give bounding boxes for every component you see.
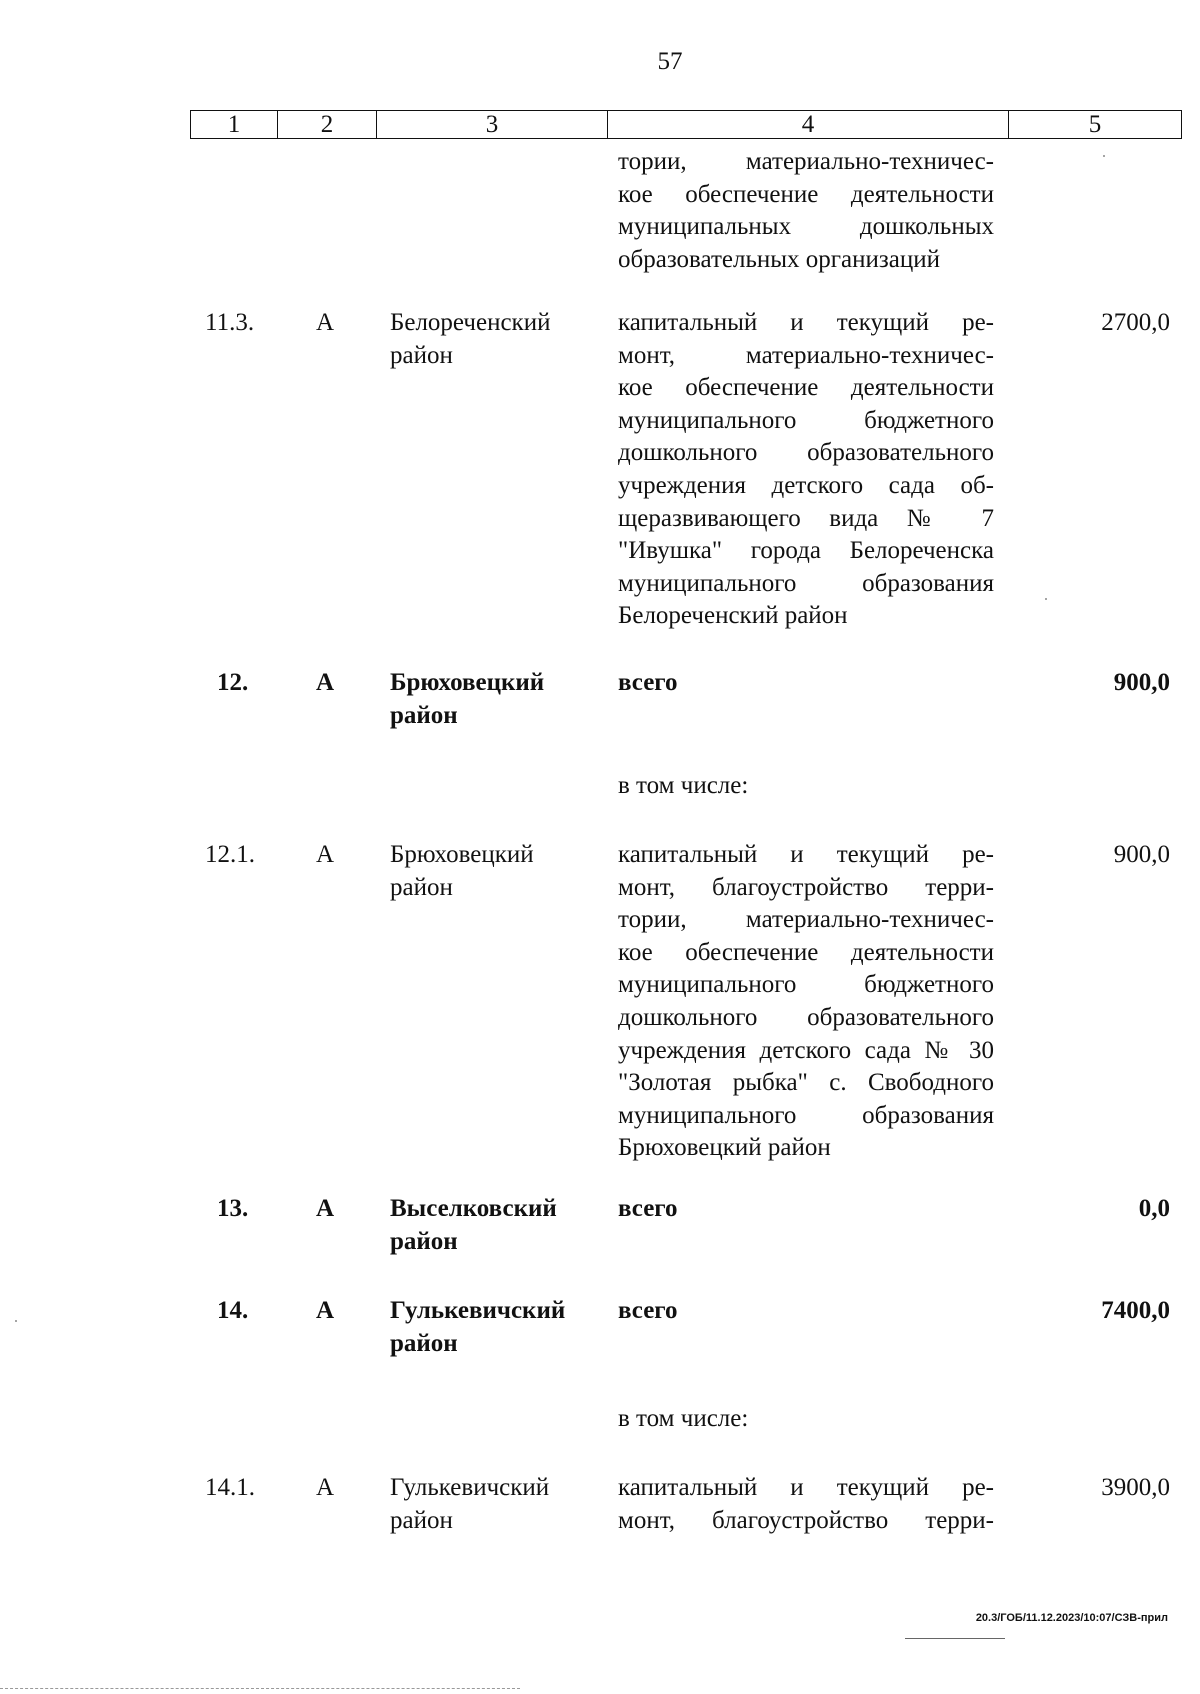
row-amount: 900,0 bbox=[1113, 841, 1170, 868]
row-district bbox=[390, 307, 600, 372]
column-header-5: 5 bbox=[1009, 111, 1182, 139]
row-description bbox=[618, 1295, 994, 1328]
desc-line: дошкольного образовательного bbox=[618, 1003, 994, 1031]
row-number: 12.1. bbox=[205, 841, 255, 868]
desc-line: муниципального бюджетного bbox=[618, 406, 994, 434]
desc-line: муниципального образования bbox=[618, 1101, 994, 1129]
column-header-3: 3 bbox=[377, 111, 608, 139]
district-line: район bbox=[390, 1506, 453, 1534]
row-district bbox=[390, 1295, 600, 1360]
district-line: Брюховецкий bbox=[390, 841, 534, 868]
district-line: Брюховецкий bbox=[390, 669, 545, 696]
row-number: 11.3. bbox=[205, 309, 255, 336]
row-description bbox=[618, 839, 994, 1165]
row-amount: 2700,0 bbox=[1101, 309, 1170, 336]
column-header-4: 4 bbox=[608, 111, 1009, 139]
desc-line: кое обеспечение деятельности bbox=[618, 938, 994, 966]
subtotal-note: в том числе: bbox=[618, 772, 749, 799]
footer-divider bbox=[905, 1638, 1005, 1639]
page-number: 57 bbox=[657, 48, 683, 75]
district-line: район bbox=[390, 873, 453, 901]
district-line: район bbox=[390, 341, 453, 369]
row-category: А bbox=[316, 669, 335, 696]
column-header-2: 2 bbox=[278, 111, 377, 139]
column-header-1: 1 bbox=[191, 111, 278, 139]
desc-line: "Золотая рыбка" с. Свободного bbox=[618, 1069, 994, 1097]
column-header-table bbox=[190, 110, 1182, 139]
desc-line: кое обеспечение деятельности bbox=[618, 374, 994, 402]
scan-speck bbox=[1103, 155, 1105, 157]
row-description bbox=[618, 1472, 994, 1537]
row-amount: 0,0 bbox=[1138, 1195, 1170, 1222]
desc-line: муниципальных дошкольных bbox=[618, 213, 994, 241]
subtotal-note: в том числе: bbox=[618, 1405, 749, 1432]
desc-line: тории, материально-техничес- bbox=[618, 906, 994, 934]
row-number: 12. bbox=[217, 669, 249, 696]
row-number: 14. bbox=[217, 1297, 249, 1324]
scan-edge-artifact bbox=[0, 1688, 520, 1689]
desc-line: образовательных организаций bbox=[618, 245, 941, 273]
row-description bbox=[618, 667, 994, 700]
row-description bbox=[618, 307, 994, 633]
document-code: 20.3/ГОБ/11.12.2023/10:07/СЗВ-прил bbox=[975, 1612, 1168, 1624]
desc-line: монт, благоустройство терри- bbox=[618, 1506, 994, 1534]
scan-speck bbox=[15, 1320, 17, 1322]
desc-line: монт, материально-техничес- bbox=[618, 341, 994, 369]
row-category: А bbox=[316, 309, 335, 336]
row-district bbox=[390, 1472, 600, 1537]
desc-line: щеразвивающего вида № 7 bbox=[618, 504, 994, 532]
desc-line: учреждения детского сада об- bbox=[618, 471, 994, 499]
desc-line: Белореченский район bbox=[618, 602, 848, 630]
desc-line: всего bbox=[618, 669, 678, 696]
row-amount: 3900,0 bbox=[1101, 1474, 1170, 1501]
row-category: А bbox=[316, 1297, 335, 1324]
desc-line: кое обеспечение деятельности bbox=[618, 180, 994, 208]
desc-line: дошкольного образовательного bbox=[618, 439, 994, 467]
desc-line: муниципального образования bbox=[618, 569, 994, 597]
row-description bbox=[618, 1193, 994, 1226]
district-line: район bbox=[390, 1227, 458, 1255]
scan-speck bbox=[1045, 598, 1047, 600]
row-amount: 900,0 bbox=[1113, 669, 1170, 696]
district-line: район bbox=[390, 1329, 458, 1357]
district-line: район bbox=[390, 701, 458, 729]
desc-line: всего bbox=[618, 1297, 678, 1324]
desc-line: "Ивушка" города Белореченска bbox=[618, 537, 994, 565]
desc-line: капитальный и текущий ре- bbox=[618, 1474, 994, 1501]
desc-line: монт, благоустройство терри- bbox=[618, 873, 994, 901]
district-line: Гулькевичский bbox=[390, 1297, 566, 1324]
district-line: Белореченский bbox=[390, 309, 551, 336]
row-number: 13. bbox=[217, 1195, 249, 1222]
row-amount: 7400,0 bbox=[1101, 1297, 1170, 1324]
district-line: Выселковский bbox=[390, 1195, 557, 1222]
row-district bbox=[390, 667, 600, 732]
desc-line: тории, материально-техничес- bbox=[618, 148, 994, 175]
row-category: А bbox=[316, 1195, 335, 1222]
desc-line: всего bbox=[618, 1195, 678, 1222]
desc-line: учреждения детского сада № 30 bbox=[618, 1036, 994, 1064]
desc-line: капитальный и текущий ре- bbox=[618, 309, 994, 336]
row-category: А bbox=[316, 841, 335, 868]
row-category: А bbox=[316, 1474, 335, 1501]
row-district bbox=[390, 1193, 600, 1258]
continuation-description bbox=[618, 146, 994, 276]
district-line: Гулькевичский bbox=[390, 1474, 550, 1501]
desc-line: Брюховецкий район bbox=[618, 1134, 831, 1162]
desc-line: муниципального бюджетного bbox=[618, 971, 994, 999]
desc-line: капитальный и текущий ре- bbox=[618, 841, 994, 868]
row-number: 14.1. bbox=[205, 1474, 255, 1501]
row-district bbox=[390, 839, 600, 904]
